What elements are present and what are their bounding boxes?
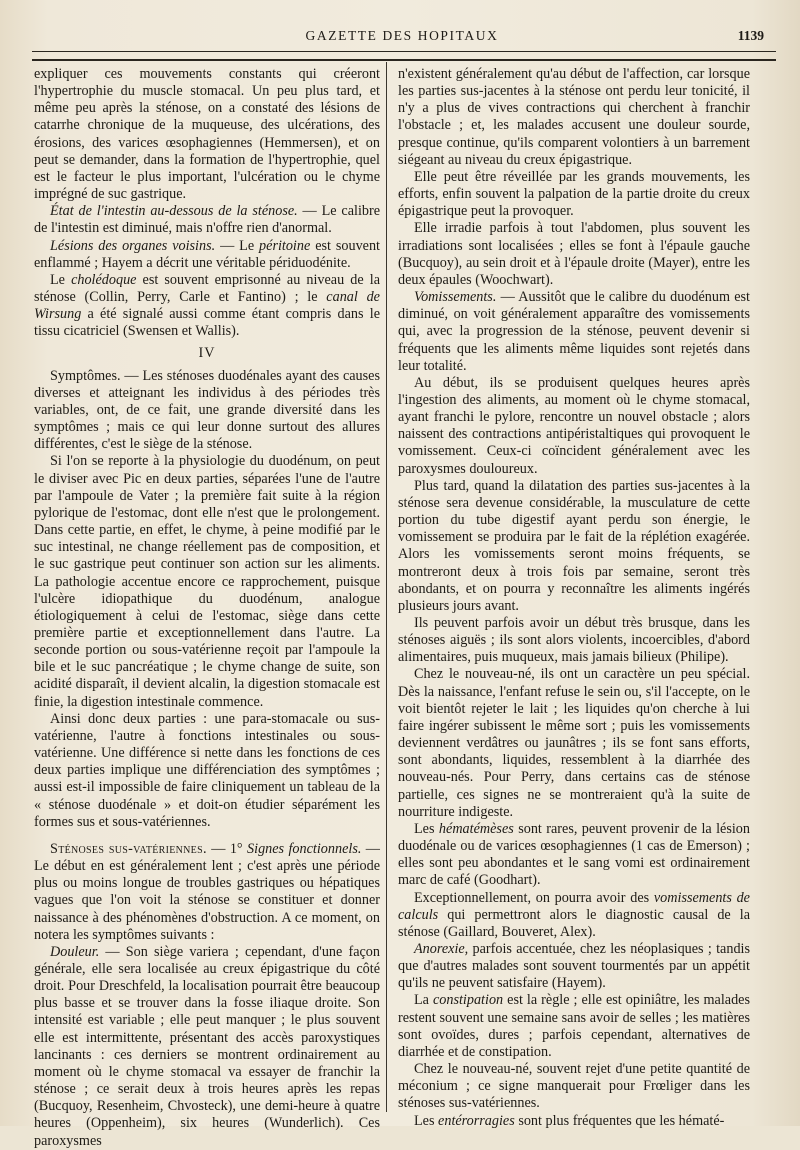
paragraph: Si l'on se reporte à la physiologie du duodénum, on peut le diviser avec Pic en deux parties, séparées l'une de l'autre par l'ampoule de Vater ; la première fait suite à la région pylorique de l'estomac, dont elle n'est que le prolongement. Dans cette partie, en effet, le chyme, à peine modifié par le suc intestinal, ne change réellement pas de composition, et le suc gastrique peut continuer son action sur les aliments. La pathologie accentue encore ce rapprochement, puisque l'ulcère idiopathique du duodénum, analogue étiologiquement à celui de l'estomac, siège dans cette première partie et exceptionnellement dans l'autre. La seconde portion ou sous-vatérienne reçoit par l'ampoule la bile et le suc pancréatique ; le chyme change de suite, son acidité disparaît, il devient alcalin, la digestion stomacale est finie, la digestion intestinale commence. [34,453,380,710]
paragraph: Ils peuvent parfois avoir un début très brusque, dans les sténoses aiguës ; ils sont alors violents, incoercibles, d'abord alimentaires, puis muqueux, mais jamais bilieux (Philipe). [398,615,750,666]
paragraph: Douleur. — Son siège variera ; cependant, d'une façon générale, elle sera localisée au creux épigastrique du côté droit. Pour Dreschfeld, la localisation pourrait être beaucoup plus basse et se trouver dans la fosse iliaque droite. Son intensité est variable ; elle peut manquer ; le plus souvent elle est intermittente, présentant des accès paroxystiques lancinants : ces derniers se montrent ordinairement au moment où le chyme stomacal va essayer de franchir la sténose ; ce serait deux à trois heures après les repas (Bucquoy, Resenheim, Chvosteck), une demi-heure à quatre heures (Oppenheim), six heures (Wunderlich). Ces paroxysmes [34,943,380,1149]
paragraph: Lésions des organes voisins. — Le péritoine est souvent enflammé ; Hayem a décrit une véritable périduodénite. [34,237,380,271]
paragraph: Elle irradie parfois à tout l'abdomen, plus souvent les irradiations sont localisées ; elles se font à l'épaule gauche (Bucquoy), au sein droit et à l'épaule droite (Mayer), entre les deux épaules (Woochwart). [398,220,750,288]
paragraph: Elle peut être réveillée par les grands mouvements, les efforts, enfin souvent la palpation de la partie droite du creux épigastrique peut la provoquer. [398,168,750,220]
subheading: Sténoses sus-vatériennes. [50,840,207,857]
paragraph: Sténoses sus-vatériennes. — 1° Signes fonctionnels. — Le début en est généralement lent ; c'est après une période plus ou moins longue de troubles gastriques ou hépatiques vagues que l'on voit la sténose se constituer et donner naissance à des phénomènes d'obstruction. A ce moment, on notera les symptômes suivants : [34,840,380,943]
right-column [398,66,750,1130]
paragraph: Vomissements. — Aussitôt que le calibre du duodénum est diminué, on voit généralement apparaître des vomissements qui, avec la progression de la sténose, peuvent devenir si fréquents que les aliments même liquides sont rejetés dans leur totalité. [398,289,750,374]
subheading: État de l'intestin au-dessous de la sténose. [50,203,298,220]
paragraph: Ainsi donc deux parties : une para-stomacale ou sus-vatérienne, l'autre à fonctions intestinales ou sous-vatérienne. Une différence si nette dans les fonctions de ces deux parties implique une différenciation des symptômes ; aussi est-il impossible de faire cliniquement un tableau de la « sténose duodénale » et doit-on étudier séparément les formes sus et sous-vatériennes. [34,710,380,830]
column-divider [386,62,387,1112]
paragraph: Symptômes. — Les sténoses duodénales ayant des causes diverses et atteignant les individus à des périodes très variables, ont, de ce fait, une grande diversité dans les symptômes ; mais ce qui leur donne surtout des allures différentes, c'est le siège de la sténose. [34,367,380,453]
subheading: Vomissements. [414,289,497,306]
page-number: 1139 [737,28,764,43]
paragraph: Les entérorragies sont plus fréquentes que les hématé- [414,1112,725,1129]
subheading: Lésions des organes voisins. [50,237,216,254]
paragraph: Chez le nouveau-né, souvent rejet d'une petite quantité de méconium ; ce signe manquerait pour Frœliger dans les sténoses sus-vatériennes. [398,1061,750,1112]
paragraph: Exceptionnellement, on pourra avoir des vomissements de calculs qui permettront alors le diagnostic causal de la sténose (Gaillard, Bouveret, Alex). [398,889,750,940]
section-number: IV [198,344,216,361]
subheading: Anorexie, [414,940,469,957]
paragraph: Au début, ils se produisent quelques heures après l'ingestion des aliments, au moment où le chyme stomacal, ayant franchi le pylore, rencontre un nouvel obstacle ; alors naissent des contractions antipéristaltiques qui provoquent le vomissement. Ceux-ci coïncident généralement avec les paroxysmes douloureux. [398,374,750,477]
header-rule [32,51,776,61]
paragraph: État de l'intestin au-dessous de la sténose. — Le calibre de l'intestin est diminué, mais n'offre rien d'anormal. [34,203,381,237]
paragraph: Plus tard, quand la dilatation des parties sus-jacentes à la sténose sera devenue considérable, la musculature de cette portion du tube digestif ayant perdu son énergie, le vomissement se produira par le fait de la réplétion exagérée. Alors les vomissements seront moins fréquents, se montreront deux à trois fois par semaine, seront très abondants, et on pourra y reconnaître les aliments ingérés plusieurs jours avant. [398,477,750,614]
paragraph: La constipation est la règle ; elle est opiniâtre, les malades restent souvent une semaine sans avoir de selles ; les matières sont ovoïdes, dures ; parfois cependant, alternatives de diarrhée et de constipation. [398,992,751,1060]
left-column [34,66,380,1150]
paragraph: Anorexie, parfois accentuée, chez les néoplasiques ; tandis que d'autres malades sont souvent tourmentés par un appétit qu'ils ne peuvent satisfaire (Hayem). [398,940,750,992]
paragraph: n'existent généralement qu'au début de l'affection, car lorsque les parties sus-jacentes à la sténose ont perdu leur tonicité, il n'y a plus de vives contractions qui cherchent à franchir l'obstacle ; et, les malades accusent une douleur sourde, presque continue, qu'ils comparent volontiers à un barrement siégeant au niveau du creux épigastrique. [398,66,750,168]
section-heading: Symptômes. [50,367,121,384]
paragraph: Les hématémèses sont rares, peuvent provenir de la lésion duodénale ou de varices œsophagiennes (1 cas de Emerson) ; elles sont peu abondantes et le sang vomi est ordinairement marc de café (Goodhart). [398,820,750,889]
paragraph: Le cholédoque est souvent emprisonné au niveau de la sténose (Collin, Perry, Carle et Fantino) ; le canal de Wirsung a été signalé aussi comme étant compris dans le tissu cicatriciel (Swensen et Wallis). [34,271,380,340]
paragraph: expliquer ces mouvements constants qui créeront l'hypertrophie du muscle stomacal. Un peu plus tard, et même peu après la sténose, on a constaté des lésions de catarrhe chronique de la muqueuse, des ulcérations, des érosions, des varices œsophagiennes (Hemmersen), et on peut se demander, dans la formation de l'hypertrophie, quel est le facteur le plus important, l'ulcération ou le chyme imprégné de suc gastrique. [34,66,380,203]
running-title: GAZETTE DES HOPITAUX [305,28,499,43]
subheading: Douleur. [50,943,100,960]
paragraph: Chez le nouveau-né, ils ont un caractère un peu spécial. Dès la naissance, l'enfant refuse le sein ou, s'il l'accepte, on le voit bientôt rejeter le lait ; les liquides qu'on cherche à lui faire ingérer subissent le même sort ; puis les vomissements deviennent verdâtres ou jaunâtres ; ils se font sans efforts, sont abondants, liquides, ressemblent à la diarrhée des nouveau-nés. Pour Perry, dans certains cas de sténose partielle, ces signes ne se montreraient qu'à la suite de nourriture indigeste. [398,666,750,820]
